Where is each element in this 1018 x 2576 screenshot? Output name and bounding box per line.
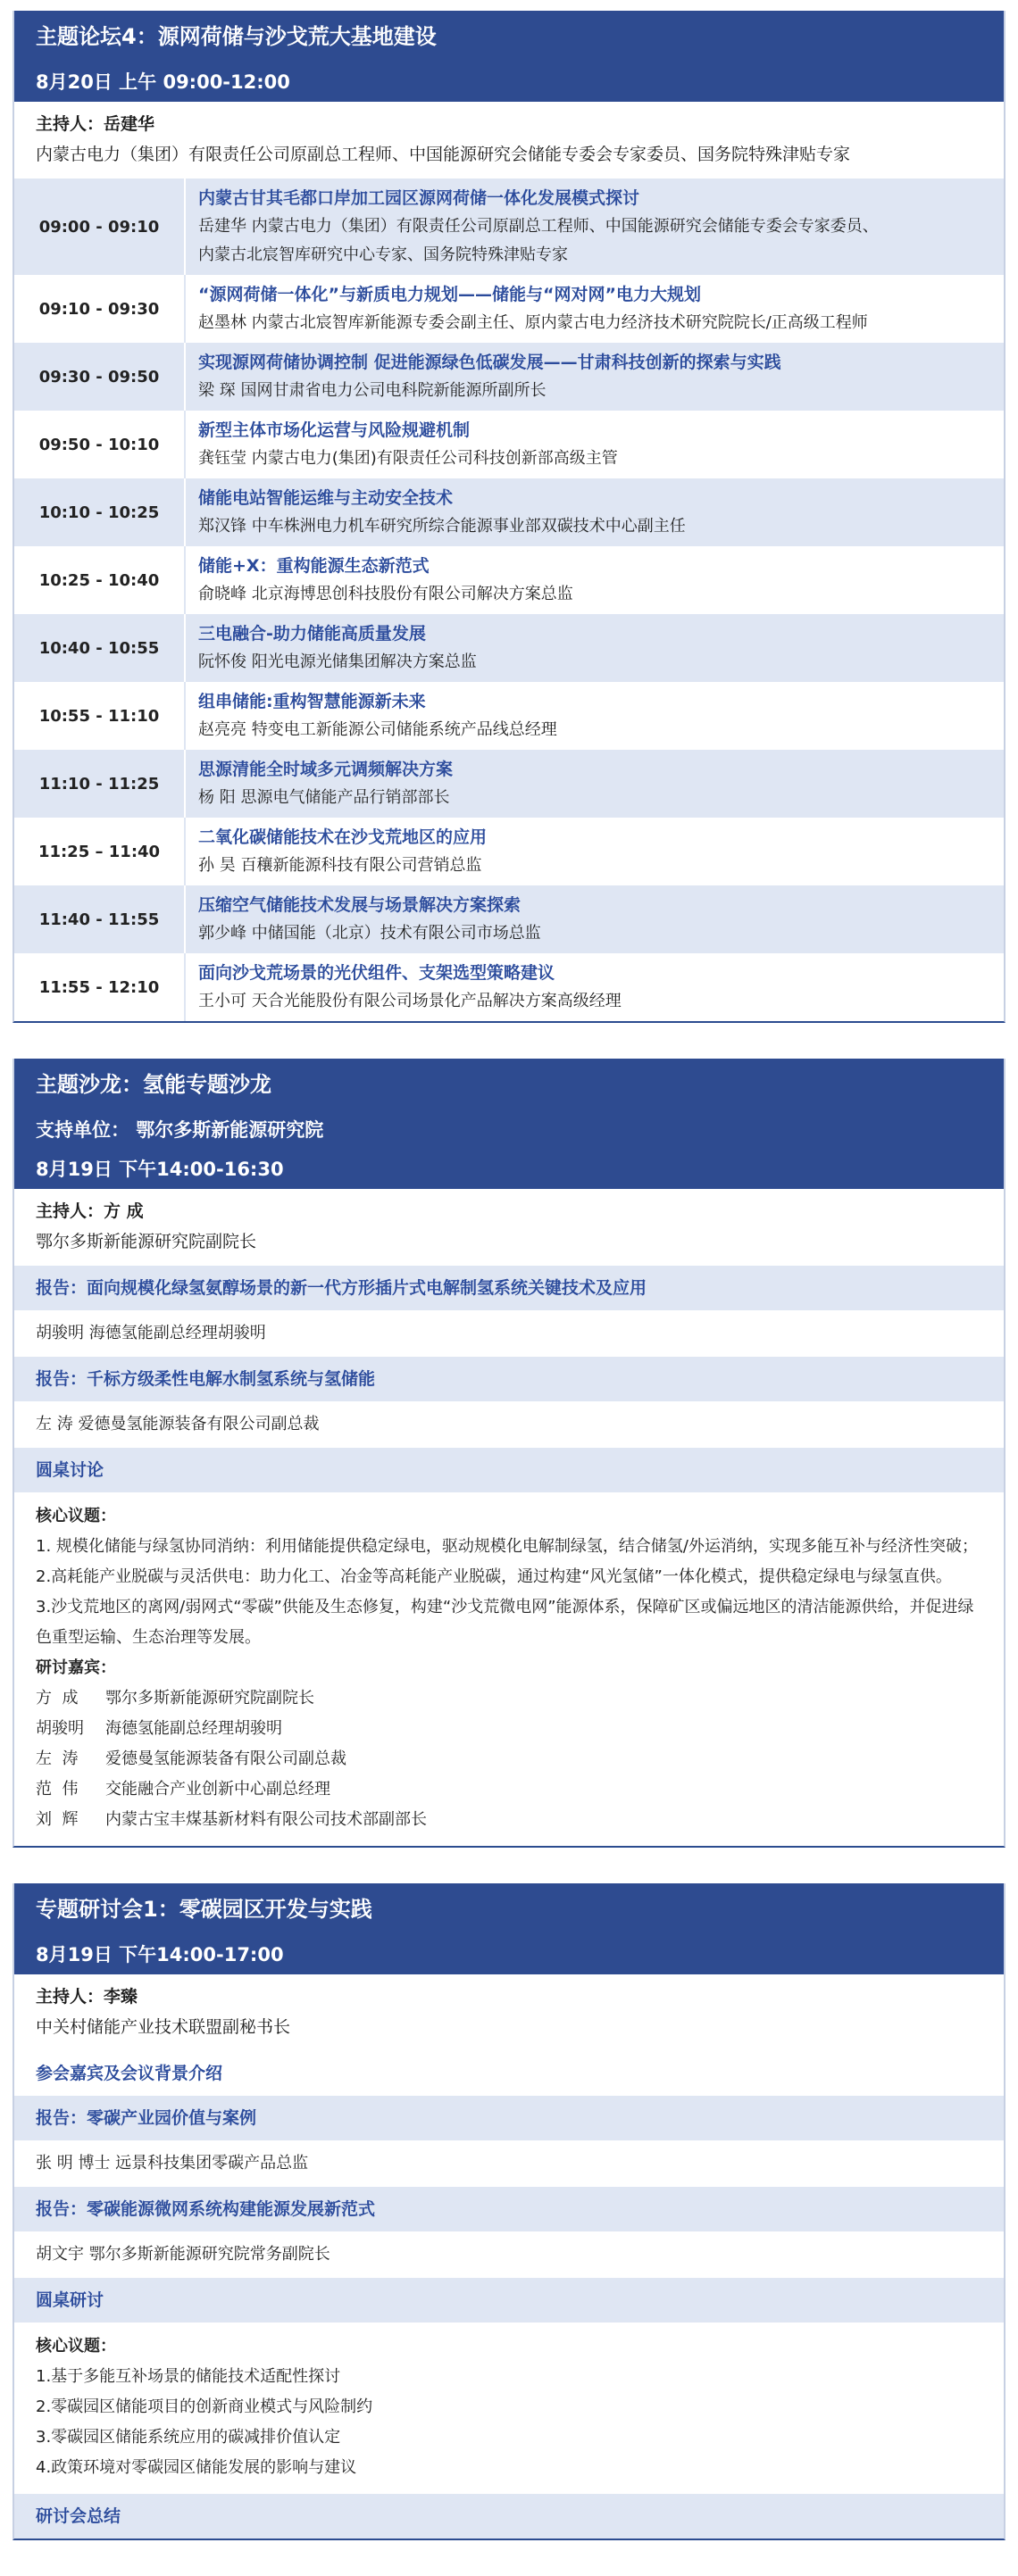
schedule-row — [14, 478, 1004, 546]
guest-desc: 爱德曼氢能源装备有限公司副总裁 — [105, 1749, 346, 1768]
session-topic: 实现源网荷储协调控制 促进能源绿色低碳发展——甘肃科技创新的探索与实践 — [198, 353, 781, 372]
session-topic: 压缩空气储能技术发展与场景解决方案探索 — [198, 895, 522, 915]
session-time: 10:10 - 10:25 — [38, 503, 160, 522]
host-label: 主持人： — [36, 1201, 104, 1221]
session-time: 09:50 - 10:10 — [38, 435, 160, 454]
report-title: 报告：面向规模化绿氢氨醇场景的新一代方形插片式电解制氢系统关键技术及应用 — [14, 1266, 1004, 1310]
schedule-row — [14, 750, 1004, 818]
report-speaker: 胡文宇 鄂尔多斯新能源研究院常务副院长 — [36, 2245, 330, 2264]
session-topic: 储能+X：重构能源生态新范式 — [198, 556, 430, 576]
session-topic: 二氧化碳储能技术在沙戈荒地区的应用 — [198, 827, 488, 847]
session-topic: 思源清能全时域多元调频解决方案 — [198, 760, 454, 779]
report-title: 报告：千标方级柔性电解水制氢系统与氢储能 — [14, 1357, 1004, 1401]
session-content — [184, 478, 1004, 546]
session-content — [184, 614, 1004, 682]
session-speaker: 孙 昊 百穰新能源科技有限公司营销总监 — [198, 856, 482, 875]
session-speaker: 杨 阳 思源电气储能产品行销部部长 — [198, 788, 450, 807]
session-topic: 新型主体市场化运营与风险规避机制 — [198, 420, 471, 440]
session-time: 09:00 - 09:10 — [38, 217, 160, 237]
report-title: 报告：零碳能源微网系统构建能源发展新范式 — [14, 2187, 1004, 2231]
guests-label: 研讨嘉宾： — [36, 1658, 116, 1677]
guest-item — [36, 1774, 982, 1805]
guest-name: 范 伟 — [36, 1780, 79, 1799]
guest-item — [36, 1805, 982, 1835]
schedule-row — [14, 953, 1004, 1021]
roundtable-details — [14, 1492, 1004, 1846]
session-time: 11:25 – 11:40 — [38, 842, 161, 861]
schedule-row — [14, 343, 1004, 411]
guest-item — [36, 1714, 982, 1744]
guest-desc: 内蒙古宝丰煤基新材料有限公司技术部副部长 — [105, 1810, 427, 1829]
host-name: 方 成 — [104, 1201, 144, 1221]
seminar-date: 8月19日 下午14:00-17:00 — [14, 1935, 1004, 1974]
background-heading: 参会嘉宾及会议背景介绍 — [14, 2051, 1004, 2096]
session-content — [184, 275, 1004, 343]
session-time: 09:30 - 09:50 — [38, 367, 160, 386]
session-speaker: 岳建华 内蒙古电力（集团）有限责任公司原副总工程师、中国能源研究会储能专委会专家委员、 — [198, 217, 879, 236]
session-content — [184, 953, 1004, 1021]
schedule-row — [14, 614, 1004, 682]
salon-support: 支持单位： 鄂尔多斯新能源研究院 — [14, 1110, 1004, 1150]
schedule-list — [14, 179, 1004, 1021]
session-speaker: 俞晓峰 北京海博思创科技股份有限公司解决方案总监 — [198, 585, 573, 603]
session-time: 10:40 - 10:55 — [38, 638, 160, 658]
schedule-row — [14, 179, 1004, 275]
guest-name: 方 成 — [36, 1689, 79, 1708]
session-content — [184, 179, 1004, 275]
session-topic: 内蒙古甘其毛都口岸加工园区源网荷储一体化发展模式探讨 — [198, 188, 640, 208]
session-content — [184, 546, 1004, 614]
forum4-date: 8月20日 上午 09:00-12:00 — [14, 62, 1004, 102]
agenda-page — [13, 0, 1005, 2540]
session-content — [184, 682, 1004, 750]
salon-host — [14, 1189, 1004, 1266]
report-speaker: 张 明 博士 远景科技集团零碳产品总监 — [36, 2154, 309, 2173]
salon-section — [13, 1059, 1005, 1848]
session-speaker: 郭少峰 中储国能（北京）技术有限公司市场总监 — [198, 924, 541, 943]
session-time: 11:40 - 11:55 — [38, 910, 160, 929]
session-speaker: 梁 琛 国网甘肃省电力公司电科院新能源所副所长 — [198, 381, 547, 400]
host-label: 主持人： — [36, 114, 104, 134]
session-topic: 储能电站智能运维与主动安全技术 — [198, 488, 454, 508]
guest-name: 刘 辉 — [36, 1810, 79, 1829]
host-description: 中关村储能产业技术联盟副秘书长 — [36, 2017, 291, 2037]
roundtable-heading: 圆桌研讨 — [14, 2278, 1004, 2323]
guest-desc: 海德氢能副总经理胡骏明 — [105, 1719, 282, 1738]
schedule-row — [14, 818, 1004, 885]
schedule-row — [14, 682, 1004, 750]
forum4-title: 主题论坛4：源网荷储与沙戈荒大基地建设 — [14, 11, 1004, 62]
report-speaker: 左 涛 爱德曼氢能源装备有限公司副总裁 — [36, 1415, 320, 1433]
session-content — [184, 343, 1004, 411]
guest-item — [36, 1683, 982, 1714]
session-time: 11:55 - 12:10 — [38, 977, 160, 997]
topic-item: 1.基于多能互补场景的储能技术适配性探讨 — [36, 2367, 341, 2386]
session-time: 10:25 - 10:40 — [38, 570, 160, 590]
session-content — [184, 818, 1004, 885]
session-content — [184, 750, 1004, 818]
guest-desc: 鄂尔多斯新能源研究院副院长 — [105, 1689, 314, 1708]
roundtable-details — [14, 2323, 1004, 2494]
schedule-row — [14, 411, 1004, 478]
session-content — [184, 885, 1004, 953]
schedule-row — [14, 546, 1004, 614]
topic-item: 2.零碳园区储能项目的创新商业模式与风险制约 — [36, 2397, 373, 2416]
topic-item: 1. 规模化储能与绿氢协同消纳：利用储能提供稳定绿电，驱动规模化电解制绿氢，结合储氢/外运消纳，实现多能互补与经济性突破； — [36, 1537, 978, 1556]
session-speaker: 龚钰莹 内蒙古电力(集团)有限责任公司科技创新部高级主管 — [198, 449, 618, 468]
topic-item: 3.零碳园区储能系统应用的碳减排价值认定 — [36, 2428, 341, 2447]
host-name: 李臻 — [104, 1987, 138, 2007]
guest-desc: 交能融合产业创新中心副总经理 — [105, 1780, 330, 1799]
session-topic: 组串储能:重构智慧能源新未来 — [198, 692, 426, 711]
salon-title: 主题沙龙：氢能专题沙龙 — [14, 1059, 1004, 1110]
session-topic: 三电融合-助力储能高质量发展 — [198, 624, 426, 644]
session-speaker: 赵亮亮 特变电工新能源公司储能系统产品线总经理 — [198, 720, 557, 739]
host-name: 岳建华 — [104, 114, 155, 134]
seminar-section — [13, 1883, 1005, 2540]
forum4-host — [14, 102, 1004, 179]
seminar-host — [14, 1974, 1004, 2051]
host-description: 鄂尔多斯新能源研究院副院长 — [36, 1232, 257, 1251]
forum4-section — [13, 11, 1005, 1023]
summary-heading: 研讨会总结 — [14, 2494, 1004, 2539]
topic-item: 4.政策环境对零碳园区储能发展的影响与建议 — [36, 2458, 357, 2477]
session-time: 09:10 - 09:30 — [38, 299, 160, 319]
session-speaker: 王小可 天合光能股份有限公司场景化产品解决方案高级经理 — [198, 992, 622, 1010]
host-description: 内蒙古电力（集团）有限责任公司原副总工程师、中国能源研究会储能专委会专家委员、国务院特殊津贴专家 — [36, 145, 851, 164]
session-speaker-continued: 内蒙古北宸智库研究中心专家、国务院特殊津贴专家 — [198, 245, 568, 264]
topic-item: 3.沙戈荒地区的离网/弱网式“零碳”供能及生态修复，构建“沙戈荒微电网”能源体系，保障矿区或偏远地区的清洁能源供给，并促进绿色重型运输、生态治理等发展。 — [36, 1598, 974, 1647]
guest-name: 左 涛 — [36, 1749, 79, 1768]
host-label: 主持人： — [36, 1987, 104, 2007]
session-speaker: 阮怀俊 阳光电源光储集团解决方案总监 — [198, 652, 477, 671]
session-content — [184, 411, 1004, 478]
seminar-title: 专题研讨会1：零碳园区开发与实践 — [14, 1883, 1004, 1935]
session-topic: 面向沙戈荒场景的光伏组件、支架选型策略建议 — [198, 963, 555, 983]
guest-item — [36, 1744, 982, 1774]
session-speaker: 郑汉锋 中车株洲电力机车研究所综合能源事业部双碳技术中心副主任 — [198, 517, 686, 536]
topics-label: 核心议题： — [36, 2337, 116, 2356]
roundtable-heading: 圆桌讨论 — [14, 1448, 1004, 1492]
report-title: 报告：零碳产业园价值与案例 — [14, 2096, 1004, 2140]
session-speaker: 赵墨林 内蒙古北宸智库新能源专委会副主任、原内蒙古电力经济技术研究院院长/正高级工程师 — [198, 313, 868, 332]
topics-label: 核心议题： — [36, 1507, 116, 1525]
schedule-row — [14, 885, 1004, 953]
guest-name: 胡骏明 — [36, 1719, 84, 1738]
schedule-row — [14, 275, 1004, 343]
session-topic: “源网荷储一体化”与新质电力规划——储能与“网对网”电力大规划 — [198, 285, 701, 304]
session-time: 11:10 - 11:25 — [38, 774, 160, 794]
session-time: 10:55 - 11:10 — [38, 706, 160, 726]
report-speaker: 胡骏明 海德氢能副总经理胡骏明 — [36, 1324, 266, 1342]
salon-date: 8月19日 下午14:00-16:30 — [14, 1150, 1004, 1189]
topic-item: 2.高耗能产业脱碳与灵活供电：助力化工、冶金等高耗能产业脱碳，通过构建“风光氢储”一体化模式，提供稳定绿电与绿氢直供。 — [36, 1567, 952, 1586]
